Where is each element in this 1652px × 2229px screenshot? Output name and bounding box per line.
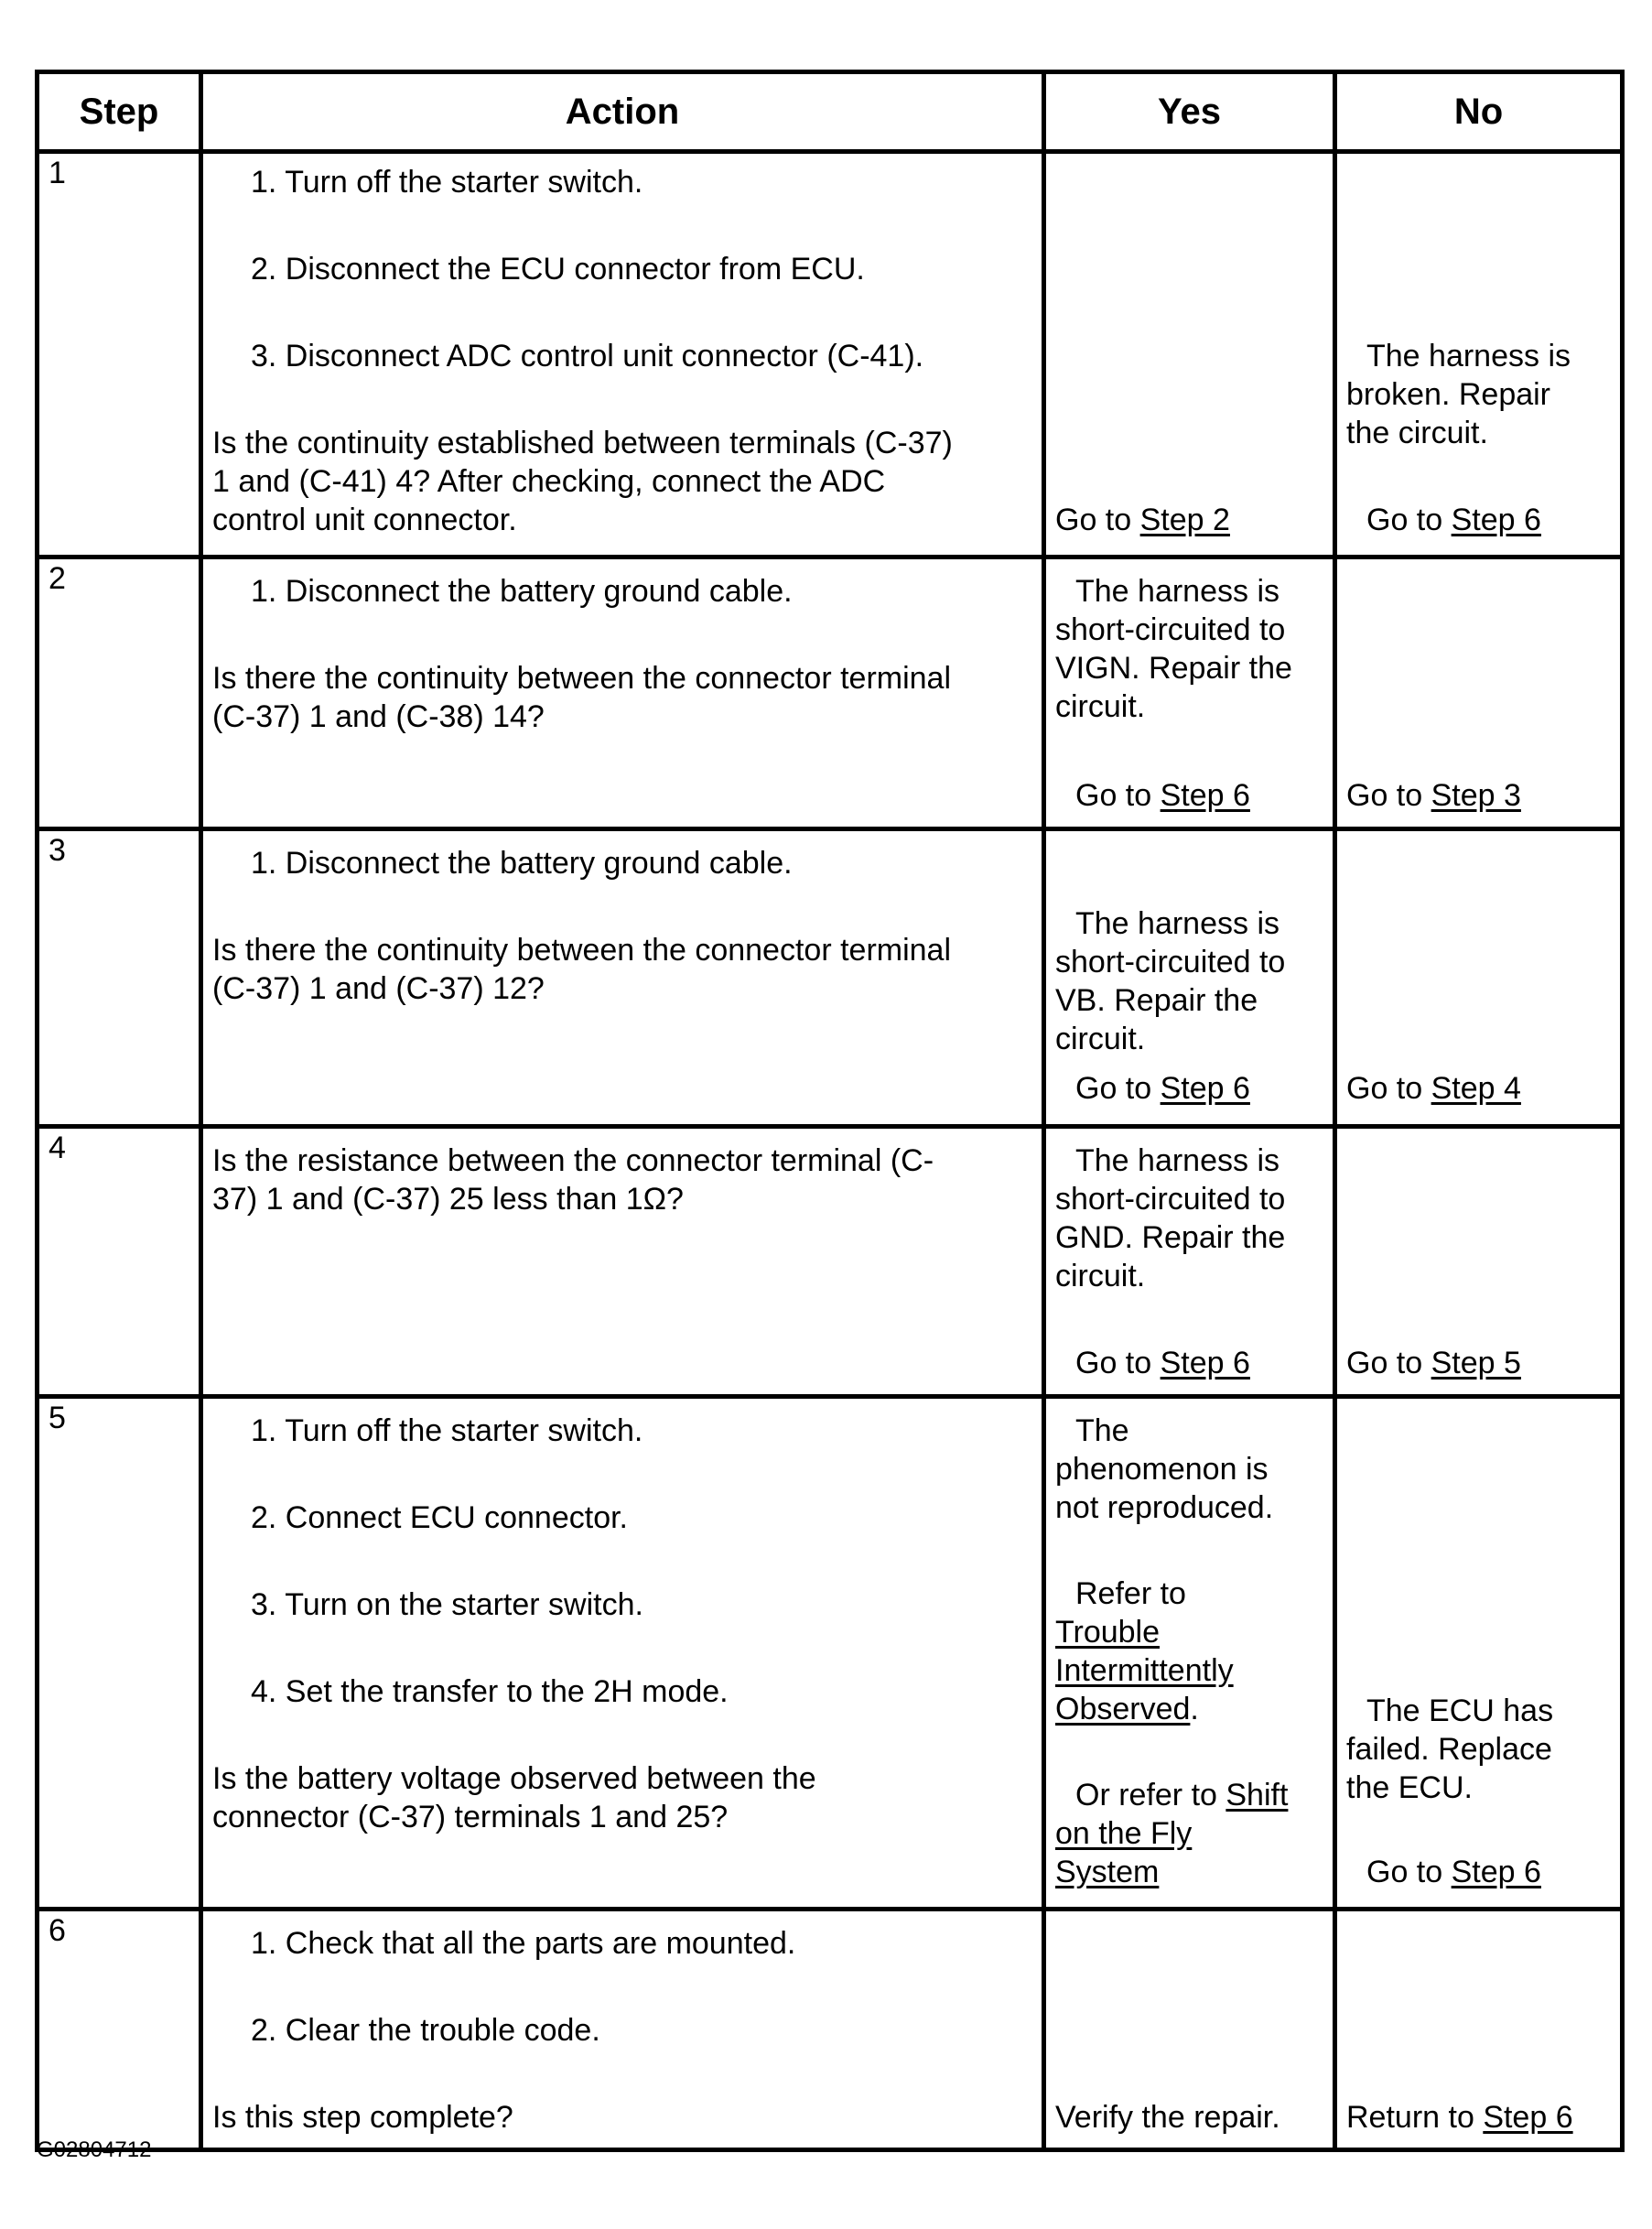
yes-cell — [1044, 1127, 1335, 1397]
goto-prefix: Go to — [1055, 503, 1140, 537]
action-line: 1. Turn off the starter switch. — [251, 165, 643, 200]
header-step: Step — [38, 72, 201, 152]
table-header-row — [38, 72, 1623, 152]
action-line: 1. Turn off the starter switch. — [251, 1413, 643, 1448]
step-number: 1 — [38, 152, 201, 557]
no-cell — [1335, 152, 1623, 557]
diagnostic-steps-table — [35, 70, 1625, 2152]
shift-on-the-fly-link[interactable]: on the Fly — [1055, 1816, 1193, 1851]
result-text: circuit. — [1055, 1022, 1146, 1056]
action-line: 4. Set the transfer to the 2H mode. — [251, 1674, 729, 1709]
refer-link-line — [1055, 1651, 1234, 1690]
step-number: 2 — [38, 557, 201, 829]
result-text: short-circuited to — [1055, 612, 1286, 647]
step-link[interactable]: Step 5 — [1431, 1346, 1521, 1380]
figure-code: G02804712 — [37, 2137, 152, 2162]
goto-line — [1346, 1344, 1521, 1382]
no-cell — [1335, 1910, 1623, 2150]
trouble-intermittently-observed-link[interactable]: Intermittently — [1055, 1653, 1234, 1688]
refer-link-line — [1055, 1690, 1199, 1728]
step-link[interactable]: Step 6 — [1483, 2100, 1573, 2135]
header-yes: Yes — [1044, 72, 1335, 152]
action-line: 1. Disconnect the battery ground cable. — [251, 574, 793, 609]
result-text: The ECU has — [1366, 1693, 1554, 1728]
goto-prefix: Go to — [1366, 503, 1452, 537]
step-number: 4 — [38, 1127, 201, 1397]
table-row — [38, 557, 1623, 829]
goto-line — [1346, 2098, 1573, 2137]
yes-cell — [1044, 1397, 1335, 1910]
result-text: phenomenon is — [1055, 1452, 1269, 1487]
goto-line — [1055, 501, 1230, 539]
step-link[interactable]: Step 6 — [1160, 1071, 1250, 1106]
result-text: the circuit. — [1346, 416, 1488, 450]
step-link[interactable]: Step 2 — [1139, 503, 1230, 537]
result-text: short-circuited to — [1055, 945, 1286, 979]
goto-prefix: Return to — [1346, 2100, 1484, 2135]
step-link[interactable]: Step 6 — [1451, 1855, 1541, 1889]
question-line: Is the continuity established between terminals (C-37) — [212, 426, 953, 460]
question-line: Is the resistance between the connector terminal (C- — [212, 1143, 934, 1178]
step-link[interactable]: Step 6 — [1160, 778, 1250, 813]
trouble-intermittently-observed-link[interactable]: Trouble — [1055, 1615, 1161, 1650]
question-line: 37) 1 and (C-37) 25 less than 1Ω? — [212, 1182, 684, 1217]
no-cell — [1335, 1127, 1623, 1397]
question-line: (C-37) 1 and (C-38) 14? — [212, 699, 545, 734]
question-line: Is there the continuity between the connector terminal — [212, 661, 952, 696]
yes-cell — [1044, 557, 1335, 829]
goto-prefix: Go to — [1075, 1071, 1161, 1106]
result-text: The harness is — [1075, 1143, 1279, 1178]
refer-suffix: . — [1190, 1692, 1199, 1726]
action-line: 3. Turn on the starter switch. — [251, 1587, 643, 1622]
step-link[interactable]: Step 4 — [1431, 1071, 1521, 1106]
result-text: The harness is — [1075, 574, 1279, 609]
result-text: VIGN. Repair the — [1055, 651, 1292, 686]
question-line: Is the battery voltage observed between the — [212, 1761, 816, 1796]
result-text: short-circuited to — [1055, 1182, 1286, 1217]
result-text: failed. Replace — [1346, 1732, 1552, 1767]
or-refer-line — [1055, 1853, 1159, 1891]
action-cell — [201, 829, 1044, 1127]
result-text: VB. Repair the — [1055, 983, 1258, 1018]
question-line: connector (C-37) terminals 1 and 25? — [212, 1800, 729, 1834]
table-row — [38, 152, 1623, 557]
yes-cell — [1044, 829, 1335, 1127]
action-cell — [201, 1127, 1044, 1397]
no-cell — [1335, 829, 1623, 1127]
or-refer-line — [1055, 1814, 1192, 1853]
step-link[interactable]: Step 3 — [1431, 778, 1521, 813]
goto-line — [1346, 1069, 1521, 1108]
result-text: broken. Repair — [1346, 377, 1551, 412]
result-text: The harness is — [1075, 906, 1279, 941]
action-line: 2. Disconnect the ECU connector from ECU. — [251, 252, 865, 287]
result-text: The — [1075, 1413, 1129, 1448]
yes-cell — [1044, 1910, 1335, 2150]
action-line: 1. Disconnect the battery ground cable. — [251, 846, 793, 881]
step-number: 6 — [38, 1910, 201, 2150]
action-cell — [201, 1910, 1044, 2150]
action-line: 2. Connect ECU connector. — [251, 1500, 629, 1535]
result-text: circuit. — [1055, 689, 1146, 724]
action-line: 1. Check that all the parts are mounted. — [251, 1926, 796, 1961]
goto-line — [1366, 1853, 1541, 1891]
action-cell — [201, 1397, 1044, 1910]
action-line: 3. Disconnect ADC control unit connector (C-41). — [251, 339, 924, 373]
question-line: 1 and (C-41) 4? After checking, connect the ADC — [212, 464, 886, 499]
goto-prefix: Go to — [1346, 778, 1431, 813]
goto-line — [1346, 776, 1521, 815]
goto-prefix: Go to — [1346, 1071, 1431, 1106]
goto-prefix: Go to — [1075, 1346, 1161, 1380]
step-link[interactable]: Step 6 — [1451, 503, 1541, 537]
step-number: 3 — [38, 829, 201, 1127]
table-row — [38, 1910, 1623, 2150]
trouble-intermittently-observed-link[interactable]: Observed — [1055, 1692, 1191, 1726]
result-text: The harness is — [1366, 339, 1571, 373]
result-text: the ECU. — [1346, 1770, 1473, 1805]
or-refer-line — [1075, 1776, 1288, 1814]
action-line: 2. Clear the trouble code. — [251, 2013, 600, 2048]
header-no: No — [1335, 72, 1623, 152]
action-cell — [201, 557, 1044, 829]
question-line: (C-37) 1 and (C-37) 12? — [212, 971, 545, 1006]
action-cell — [201, 152, 1044, 557]
refer-prefix: Refer to — [1075, 1576, 1186, 1611]
no-cell — [1335, 557, 1623, 829]
step-link[interactable]: Step 6 — [1160, 1346, 1250, 1380]
goto-prefix: Go to — [1075, 778, 1161, 813]
step-number: 5 — [38, 1397, 201, 1910]
header-action: Action — [201, 72, 1044, 152]
question-line: Is this step complete? — [212, 2100, 513, 2135]
result-text: not reproduced. — [1055, 1490, 1274, 1525]
goto-line — [1075, 1069, 1250, 1108]
goto-prefix: Go to — [1346, 1346, 1431, 1380]
table-row — [38, 829, 1623, 1127]
result-text: circuit. — [1055, 1259, 1146, 1293]
table-row — [38, 1397, 1623, 1910]
result-text: GND. Repair the — [1055, 1220, 1286, 1255]
result-text: Verify the repair. — [1055, 2100, 1280, 2135]
shift-on-the-fly-link[interactable]: System — [1055, 1855, 1160, 1889]
question-line: control unit connector. — [212, 503, 517, 537]
or-prefix: Or refer to — [1075, 1778, 1226, 1812]
no-cell — [1335, 1397, 1623, 1910]
refer-link-line — [1055, 1613, 1160, 1651]
table-row — [38, 1127, 1623, 1397]
shift-on-the-fly-link[interactable]: Shift — [1226, 1778, 1289, 1812]
goto-prefix: Go to — [1366, 1855, 1452, 1889]
question-line: Is there the continuity between the connector terminal — [212, 933, 952, 968]
yes-cell — [1044, 152, 1335, 557]
goto-line — [1075, 776, 1250, 815]
goto-line — [1075, 1344, 1250, 1382]
goto-line — [1366, 501, 1541, 539]
